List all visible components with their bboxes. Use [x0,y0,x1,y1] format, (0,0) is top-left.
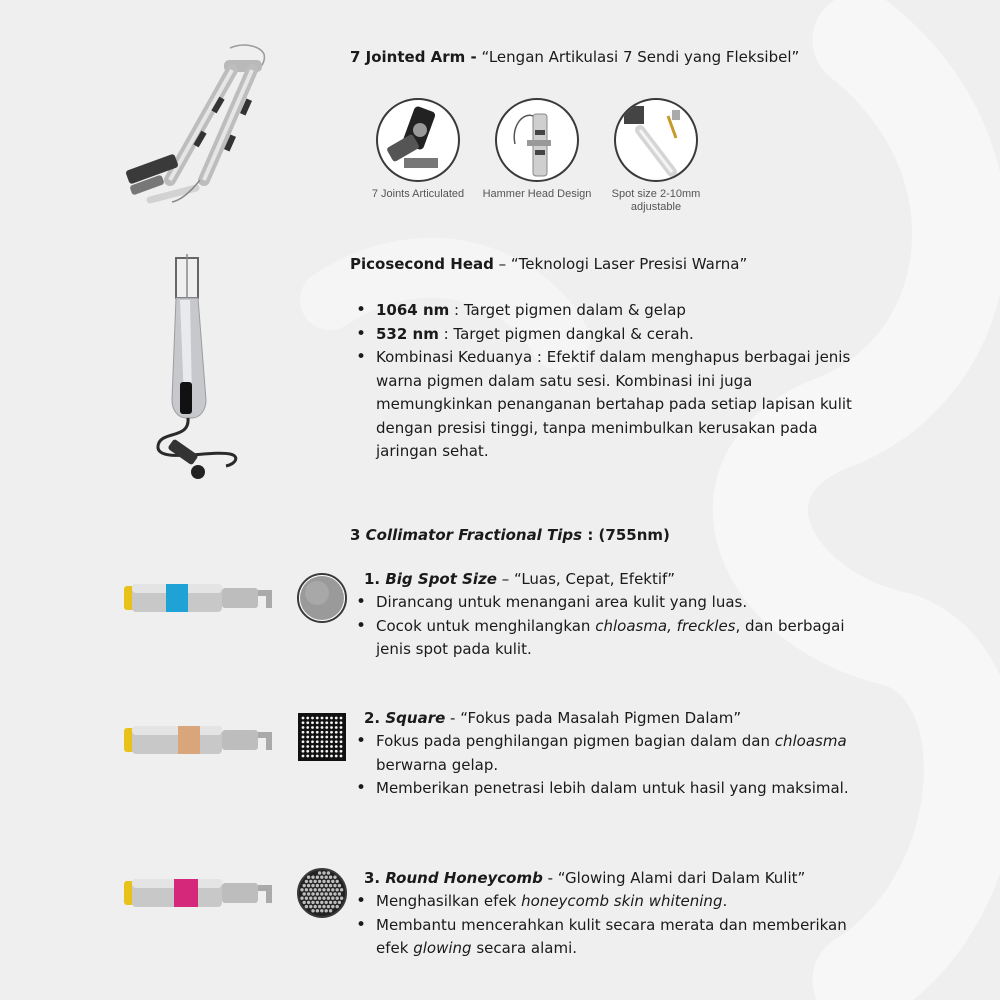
tip1-bullets [350,591,850,662]
tip3-bullet-1-post: . [722,892,728,910]
tip3-bullet-2-post: secara alami. [471,939,578,957]
head-title-quote: – “Teknologi Laser Presisi Warna” [493,255,748,273]
tip1-name: Big Spot Size [385,570,497,588]
tip2-name: Square [385,709,446,727]
tips-title [350,525,670,545]
head-bullet-532 [350,323,870,347]
tip2-bullet-2 [350,777,850,801]
tip2-number: 2. [364,709,386,727]
tip3-heading [364,867,805,889]
hammer-head-icon [495,98,579,182]
tip2-bullet-1-post: berwarna gelap. [376,755,499,774]
tip2-bullet-1-pre: Fokus pada penghilangan pigmen bagian dalam dan [376,732,775,750]
tip2-quote: - “Fokus pada Masalah Pigmen Dalam” [445,709,742,727]
tip1-bullet-1 [350,591,850,615]
honeycomb-band [174,879,198,907]
tips-title-italic: Collimator Fractional Tips [365,526,583,544]
tip3-bullet-2-pre: Membantu mencerahkan kulit secara merata dan memberikan efek [376,915,847,957]
head-title-bold: Picosecond Head [350,255,494,273]
spot-caption-line2: adjustable [630,201,682,213]
tip3-bullet-2 [350,914,850,961]
bullet-combination-text: Kombinasi Keduanya : Efektif dalam menghapus berbagai jenis warna pigmen dalam satu sesi. Kombinasi ini juga memungkinkan penanganan bertahap pada setiap lapisan kulit dengan presisi tinggi, tanpa menimbulkan kerusakan pada jaringan sehat. [376,348,852,460]
joint-icon [376,98,460,182]
square-tip-image [120,720,280,760]
tips-title-prefix: 3 [350,526,366,544]
spot-caption-line1: Spot size 2-10mm [611,188,701,200]
tip1-bullet-2-post: , dan berbagai jenis spot pada kulit. [376,616,845,658]
tip1-heading [364,568,675,590]
tip1-bullet-2 [350,615,850,662]
big-spot-pattern-icon [297,573,347,623]
feature-caption-joints: 7 Joints Articulated [371,188,465,200]
arm-title-quote: “Lengan Artikulasi 7 Sendi yang Fleksibel” [476,48,800,66]
spot-size-icon [614,98,698,182]
tip3-bullet-1-pre: Menghasilkan efek [376,892,522,910]
tip1-bullet-2-pre: Cocok untuk menghilangkan [376,616,596,635]
arm-title-bold: 7 Jointed Arm - [350,48,477,66]
arm-title [350,47,799,67]
tip3-name: Round Honeycomb [385,869,543,887]
feature-caption-spot [600,188,712,214]
tip3-bullets [350,890,850,961]
tip3-bullet-1-italic: honeycomb skin whitening [521,892,723,910]
tip1-number: 1. [364,570,386,588]
head-bullets [350,299,870,464]
tip3-bullet-2-italic: glowing [413,939,472,957]
picosecond-head-image [150,250,250,490]
tip2-bullet-1-italic: chloasma [774,732,847,750]
honeycomb-tip-image [120,873,280,913]
tip3-bullet-1 [350,890,850,914]
tip1-quote: – “Luas, Cepat, Efektif” [496,570,676,588]
tips-title-suffix: : (755nm) [582,526,670,544]
head-bullet-combination [350,346,870,464]
big-spot-band [166,584,188,612]
bullet-532-text: : Target pigmen dangkal & cerah. [438,324,694,343]
tip2-bullet-2-text: Memberikan penetrasi lebih dalam untuk hasil yang maksimal. [376,779,849,797]
head-bullet-1064 [350,299,870,323]
bullet-1064-label: 1064 nm [376,301,450,319]
square-band [178,726,200,754]
tip2-heading [364,707,741,729]
feature-caption-hammer: Hammer Head Design [482,188,592,200]
square-pattern-icon [298,713,346,761]
tip2-bullet-1 [350,730,850,777]
tip3-quote: - “Glowing Alami dari Dalam Kulit” [542,869,806,887]
bullet-1064-text: : Target pigmen dalam & gelap [449,301,686,319]
bullet-532-label: 532 nm [376,324,439,343]
honeycomb-pattern-icon [297,868,347,918]
tip2-bullets [350,730,850,801]
tip1-bullet-1-text: Dirancang untuk menangani area kulit yang luas. [376,593,748,611]
tip1-bullet-2-italic: chloasma, freckles [595,616,736,635]
jointed-arm-image [112,40,292,210]
big-spot-tip-image [120,578,280,618]
head-title [350,254,747,274]
tip3-number: 3. [364,869,386,887]
